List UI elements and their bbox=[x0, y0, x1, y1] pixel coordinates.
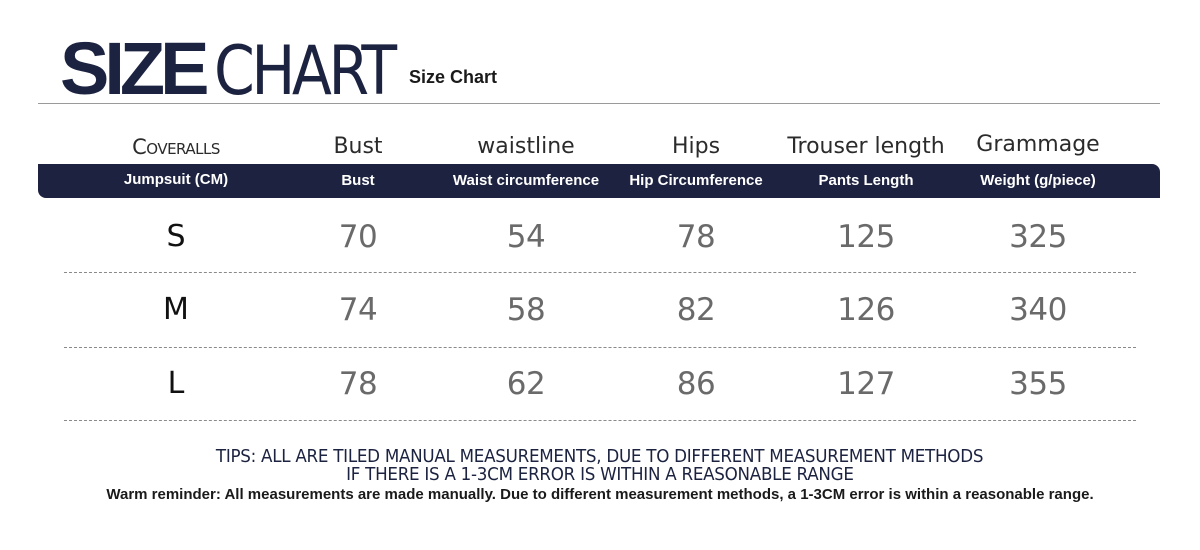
table-cell-bust: 74 bbox=[338, 292, 378, 328]
subheader-bust: Bust bbox=[341, 172, 375, 189]
title-divider bbox=[38, 103, 1160, 104]
header-waistline: waistline bbox=[477, 134, 575, 159]
title-light-word: CHART bbox=[214, 32, 395, 111]
header-grammage: Grammage bbox=[976, 132, 1100, 157]
header-trouser-length: Trouser length bbox=[787, 134, 945, 159]
table-cell-length: 127 bbox=[837, 366, 895, 402]
table-cell-weight: 355 bbox=[1009, 366, 1067, 402]
table-cell-bust: 70 bbox=[338, 219, 378, 255]
row-divider bbox=[64, 272, 1136, 273]
table-cell-hips: 86 bbox=[676, 366, 716, 402]
size-label: L bbox=[167, 366, 185, 401]
row-divider bbox=[64, 420, 1136, 421]
table-cell-waist: 58 bbox=[506, 292, 546, 328]
tips-line-1-text: TIPS: ALL ARE TILED MANUAL MEASUREMENTS, DUE TO DIFFERENT MEASUREMENT METHODS bbox=[216, 446, 984, 467]
table-cell-hips: 82 bbox=[676, 292, 716, 328]
row-divider bbox=[64, 347, 1136, 348]
warm-reminder: Warm reminder: All measurements are made manually. Due to different measurement methods, a 1-3CM error is within a reasonable range. bbox=[106, 486, 1094, 503]
title-bold-word: SIZE bbox=[60, 27, 205, 110]
table-cell-length: 126 bbox=[837, 292, 895, 328]
table-cell-waist: 62 bbox=[506, 366, 546, 402]
size-label: M bbox=[163, 292, 189, 327]
subheader-pants-length: Pants Length bbox=[818, 172, 914, 189]
header-coveralls: Coveralls bbox=[132, 135, 220, 159]
page-subtitle: Size Chart bbox=[409, 67, 498, 87]
table-cell-hips: 78 bbox=[676, 219, 716, 255]
tips-line-2-text: IF THERE IS A 1-3CM ERROR IS WITHIN A REASONABLE RANGE bbox=[346, 464, 854, 485]
subheader-weight: Weight (g/piece) bbox=[980, 172, 1096, 189]
header-bust: Bust bbox=[333, 134, 383, 159]
header-hips: Hips bbox=[671, 134, 721, 159]
tips-line-2 bbox=[0, 466, 1200, 484]
subheader-waist: Waist circumference bbox=[452, 172, 600, 189]
table-cell-weight: 340 bbox=[1009, 292, 1067, 328]
size-label: S bbox=[166, 219, 186, 254]
page-title bbox=[60, 26, 423, 111]
table-cell-waist: 54 bbox=[506, 219, 546, 255]
subheader-hip: Hip Circumference bbox=[629, 172, 763, 189]
table-cell-weight: 325 bbox=[1009, 219, 1067, 255]
table-cell-length: 125 bbox=[837, 219, 895, 255]
table-cell-bust: 78 bbox=[338, 366, 378, 402]
subheader-jumpsuit: Jumpsuit (CM) bbox=[123, 171, 229, 188]
